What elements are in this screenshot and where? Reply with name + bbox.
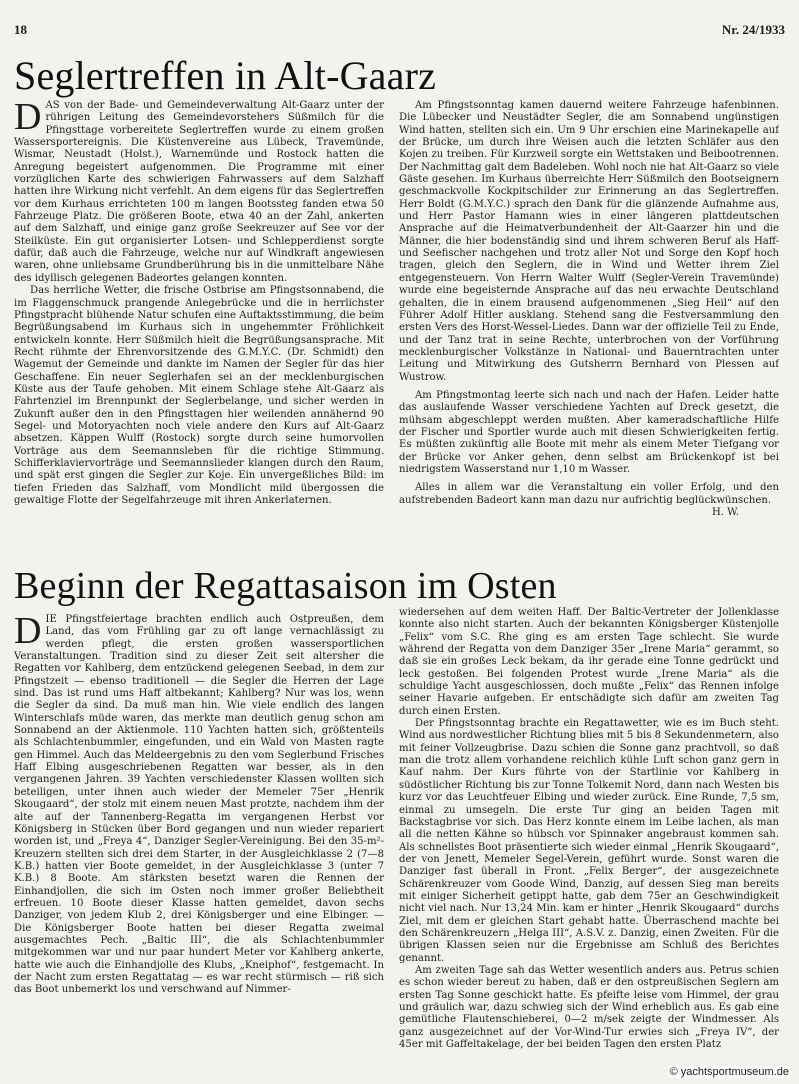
article1-signature: H. W. <box>711 507 739 518</box>
article1-paragraph: Am Pfingstmontag leerte sich nach und nach der Hafen. Leider hatte das auslaufende Wasser verschiedene Yachten auf Dreck gesetzt, die mühsam abgeschleppt werden mußten. Aber kameradschaftliche Hilfe der Fischer und Sportler wurde auch mit diesen Schwierigkeiten fertig. Es müßten zukünftig alle Boote mit mehr als einem Meter Tiefgang vor der Brücke vor Anker gehen, denn selbst am Brückenkopf ist bei niedrigstem Wasserstand nur 1,10 m Wasser. <box>399 389 779 475</box>
article1-left-column <box>14 100 384 540</box>
article1-paragraph: DAS von der Bade- und Gemeindeverwaltung Alt-Gaarz unter der rührigen Leitung des Gemeindevorstehers Süßmilch für die Pfingsttage vorbereitete Seglertreffen wurde zu einem großen Wassersportereignis. Die Küstenvereine aus Lübeck, Travemünde, Wismar, Neustadt (Holst.), Warnemünde und Rostock hatten die Anregung begeistert aufgenommen. Die Programme mit einer vorzüglichen Karte des schwierigen Fahrwassers auf dem Salzhaff hatten ihre Wirkung nicht verfehlt. An dem eigens für das Seglertreffen vor dem Kurhaus errichteten 100 m langen Bootssteg fanden etwa 50 Fahrzeuge Platz. Die größeren Boote, etwa 40 an der Zahl, ankerten auf dem Salzhaff, und einige ganz große Seekreuzer auf See vor der Steilküste. Ein gut organisierter Lotsen- und Schlepperdienst sorgte dafür, daß auch die Fahrzeuge, welche nur auf Windkraft angewiesen waren, ohne unliebsame Grundberührung bis in die unmittelbare Nähe des idyllisch gelegenen Badeortes gelangen konnten. <box>14 100 384 284</box>
article1-paragraph: Das herrliche Wetter, die frische Ostbrise am Pfingstsonnabend, die im Flaggenschmuck prangende Anlegebrücke und die in herrlichster Pfingstpracht blühende Natur schufen eine Auftaktsstimmung, die beim Begrüßungsabend im Kurhaus sich in ungehemmter Fröhlichkeit entwickeln konnte. Herr Süßmilch hielt die Begrüßungsansprache. Mit Recht rühmte der Ehrenvorsitzende des G.M.Y.C. (Dr. Schmidt) den Wagemut der Gemeinde und dankte im Namen der Segler für das hier Geschaffene. Ein neuer Seglerhafen sei an der mecklenburgischen Küste aus der Taufe gehoben. Mit einem Schlage stehe Alt-Gaarz als Fahrtenziel im Brennpunkt der Seglerbelange, und sicher werden in Zukunft außer den in den Pfingsttagen hier weilenden annähernd 90 Segel- und Motoryachten noch viele andere den Kurs auf Alt-Gaarz absetzen. Käppen Wulff (Rostock) sorgte durch seine humorvollen Vorträge aus dem Seemannsleben für die richtige Stimmung. Schifferklaviervorträge und Seemannslieder klangen durch den Raum, und spät erst gingen die Segler zur Koje. Ein unvergeßliches Bild: im tiefen Frieden das Salzhaff, vom Mondlicht mild übergossen die gewaltige Flotte der Segelfahrzeuge mit ihren Ankerlaternen. <box>14 285 384 506</box>
article1-paragraph: Am Pfingstsonntag kamen dauernd weitere Fahrzeuge hafenbinnen. Die Lübecker und Neustädter Segler, die am Sonnabend ungünstigen Wind hatten, stellten sich ein. Um 9 Uhr erschien eine Marinekapelle auf der Brücke, um durch ihre Weisen auch die letzten Schläfer aus den Kojen zu treiben. Für Kurzweil sorgte ein Wettstaken und Beibootrennen. Der Nachmittag galt dem Badeleben. Wohl noch nie hat Alt-Gaarz so viele Gäste gesehen. Im Kurhaus überreichte Herr Süßmilch den Bootseignern geschmackvolle Kockpitschilder zur Erinnerung an das Seglertreffen. Herr Boldt (G.M.Y.C.) sprach den Dank für die glänzende Aufnahme aus, und Herr Pastor Hamann wies in einer längeren plattdeutschen Ansprache auf die Heimatverbundenheit der Alt-Gaarzer hin und die Männer, die hier bodenständig sind und ihrem schweren Beruf als Haff- und Seefischer nachgehen und trotz aller Not und Sorge den Kopf hoch tragen, gleich den Seglern, die in Wind und Wetter ihrem Ziel entgegensteuern. Von Herrn Walter Wulff (Segler-Verein Travemünde) wurde eine begeisternde Ansprache auf das neu erwachte Deutschland gehalten, die in einem brausend aufgenommenen „Sieg Heil“ auf den Führer Adolf Hitler ausklang. Stehend sang die Festversammlung den ersten Vers des Horst-Wessel-Liedes. Dann war der offizielle Teil zu Ende, und der Tanz trat in seine Rechte, unterbrochen von der Vorführung mecklenburgischer Volkstänze in National- und Bauerntrachten unter Leitung und Mitwirkung des Gutsherrn Bernhard von Plessen auf Wustrow. <box>399 100 779 383</box>
page-number: 18 <box>14 22 27 37</box>
article1-title: Seglertreffen in Alt-Gaarz <box>14 53 437 98</box>
dropcap: D <box>14 614 42 652</box>
article1-paragraph: Alles in allem war die Veranstaltung ein voller Erfolg, und den aufstrebenden Badeort kann man dazu nur aufrichtig beglückwünschen. <box>399 482 779 506</box>
dropcap: D <box>14 100 42 138</box>
article2-right-column <box>399 607 779 1069</box>
issue-number: Nr. 24/1933 <box>721 22 785 37</box>
article1-right-column <box>399 100 779 545</box>
page-header <box>14 22 785 38</box>
article2-paragraph: DIE Pfingstfeiertage brachten endlich auch Ostpreußen, dem Land, das vom Frühling gar zu oft lange vernachlässigt zu werden pflegt, die ersten großen wassersportlichen Veranstaltungen. Tradition sind zu dieser Zeit seit altersher die Regatten vor Kahlberg, dem entzückend gelegenen Seebad, in dem zur Pfingstzeit — ebenso traditionell — die Segler die Herren der Lage sind. Das ist rund ums Haff altbekannt; Kahlberg? Nur was los, wenn die Segler da sind. Da muß man hin. Wie viele endlich des langen Winterschlafs müde waren, das merkte man deutlich genug schon am Sonnabend an der Aktienmole. 110 Yachten hatten sich, größtenteils als Schlachtenbummler, eingefunden, und ein Wald von Masten ragte gen Himmel. Auch das Meldeergebnis zu den vom Seglerbund Frisches Haff Elbing ausgeschriebenen Regatten war besser, als in den vergangenen Jahren. 39 Yachten verschiedenster Klassen wollten sich beteiligen, unter ihnen auch wieder der Memeler 75er „Henrik Skougaard“, der stolz mit einem neuen Mast protzte, nachdem ihm der alte auf der Tannenberg-Regatta im vergangenen Herbst vor Königsberg in Stücken über Bord gegangen und nun wieder repariert worden ist, und „Freya 4“, Danziger Segler-Vereinigung. Bei den 35-m²-Kreuzern stellten sich drei dem Starter, in der Ausgleichklasse 2 (7—8 K.B.) hatten vier Boote gemeldet, in der Ausgleichklasse 3 (unter 7 K.B.) 8 Boote. Am stärksten besetzt waren die Rennen der Einhandjollen, die sich im Osten noch immer großer Beliebtheit erfreuen. 10 Boote dieser Klasse hatten gemeldet, davon sechs Danziger, von jedem Klub 2, drei Königsberger und eine Elbinger. — Die Königsberger Boote hatten bei dieser Regatta zweimal ausgemachtes Pech. „Baltic III“, die als Schlachtenbummler mitgekommen war und nur paar hundert Meter vor Kahlberg ankerte, hatte wie auch die Einhandjolle des Klubs, „Kneiphof“, festgemacht. In der Nacht zum ersten Regattatag — es war recht stürmisch — riß sich das Boot unbemerkt los und verschwand auf Nimmer- <box>14 614 384 996</box>
article2-title: Beginn der Regattasaison im Osten <box>14 565 557 607</box>
article2-paragraph: wiedersehen auf dem weiten Haff. Der Baltic-Vertreter der Jollenklasse konnte also nicht starten. Auch der bekannten Königsberger Küstenjolle „Felix“ vom S.C. Rhe ging es am ersten Tage schlecht. Sie wurde während der Regatta von dem Danziger 35er „Irene Maria“ gerammt, so daß sie ein großes Leck bekam, da ihr gerade eine Tonne gedrückt und leck gestoßen. Bei folgenden Protest wurde „Irene Maria“ als die schuldige Yacht ausgeschlossen, doch mußte „Felix“ das Rennen infolge seiner Havarie aufgeben. Er entschädigte sich dafür am zweiten Tag durch einen Ersten. <box>399 607 779 717</box>
article2-left-column <box>14 614 384 1069</box>
watermark: © yachtsportmuseum.de <box>669 1066 789 1078</box>
article2-paragraph: Am zweiten Tage sah das Wetter wesentlich anders aus. Petrus schien es schon wieder bereut zu haben, daß er den ostpreußischen Seglern am ersten Tag Sonne geschickt hatte. Es pfeifte leise vom Himmel, der grau und gräulich war, dazu schwieg sich der Wind erheblich aus. Es gab eine gemütliche Flautenschieberei, 0—2 m/sek zeigte der Windmesser. Als ganz ausgezeichnet auf der Vor-Wind-Tur erwies sich „Freya IV“, der 45er mit Gaffeltakelage, der bei beiden Tagen den ersten Platz <box>399 964 779 1051</box>
article2-paragraph: Der Pfingstsonntag brachte ein Regattawetter, wie es im Buch steht. Wind aus nordwestlicher Richtung blies mit 5 bis 8 Sekundenmetern, also mit feiner Vollzeugbrise. Dazu schien die Sonne ganz prachtvoll, so daß man die trotz allem vorhandene reichlich kühle Luft schon ganz gern in Kauf nahm. Der Kurs führte von der Startlinie vor Kahlberg in südöstlicher Richtung bis zur Tonne Tolkemit Nord, dann nach Westen bis kurz vor das Leuchtfeuer Elbing und wieder zurück. Eine Runde, 7,5 sm, einmal zu umsegeln. Die erste Tur ging an beiden Tagen mit Backstagbrise vor sich. Das Herz konnte einem im Leibe lachen, als man all die netten Kähne so hübsch vor Spinnaker angebraust kommen sah. Als schnellstes Boot präsentierte sich wieder einmal „Henrik Skougaard“, der von Jenett, Memeler Segel-Verein, geführt wurde. Sonst waren die Danziger fast überall in Front. „Felix Berger“, der ausgezeichnete Schärenkreuzer vom Goode Wind, Danzig, auf dessen Sieg man bereits mit einiger Sicherheit getippt hatte, gab dem 75er an Geschwindigkeit nicht viel nach. Nur 13,24 Min. kam er hinter „Henrik Skougaard“ durchs Ziel, mit dem er gleichen Start gehabt hatte. Überraschend machte bei den Schärenkreuzern „Helga III“, A.S.V. z. Danzig, einen Zweiten. Für die übrigen Klassen seien nur die Ergebnisse am Schluß des Berichtes genannt. <box>399 718 779 964</box>
